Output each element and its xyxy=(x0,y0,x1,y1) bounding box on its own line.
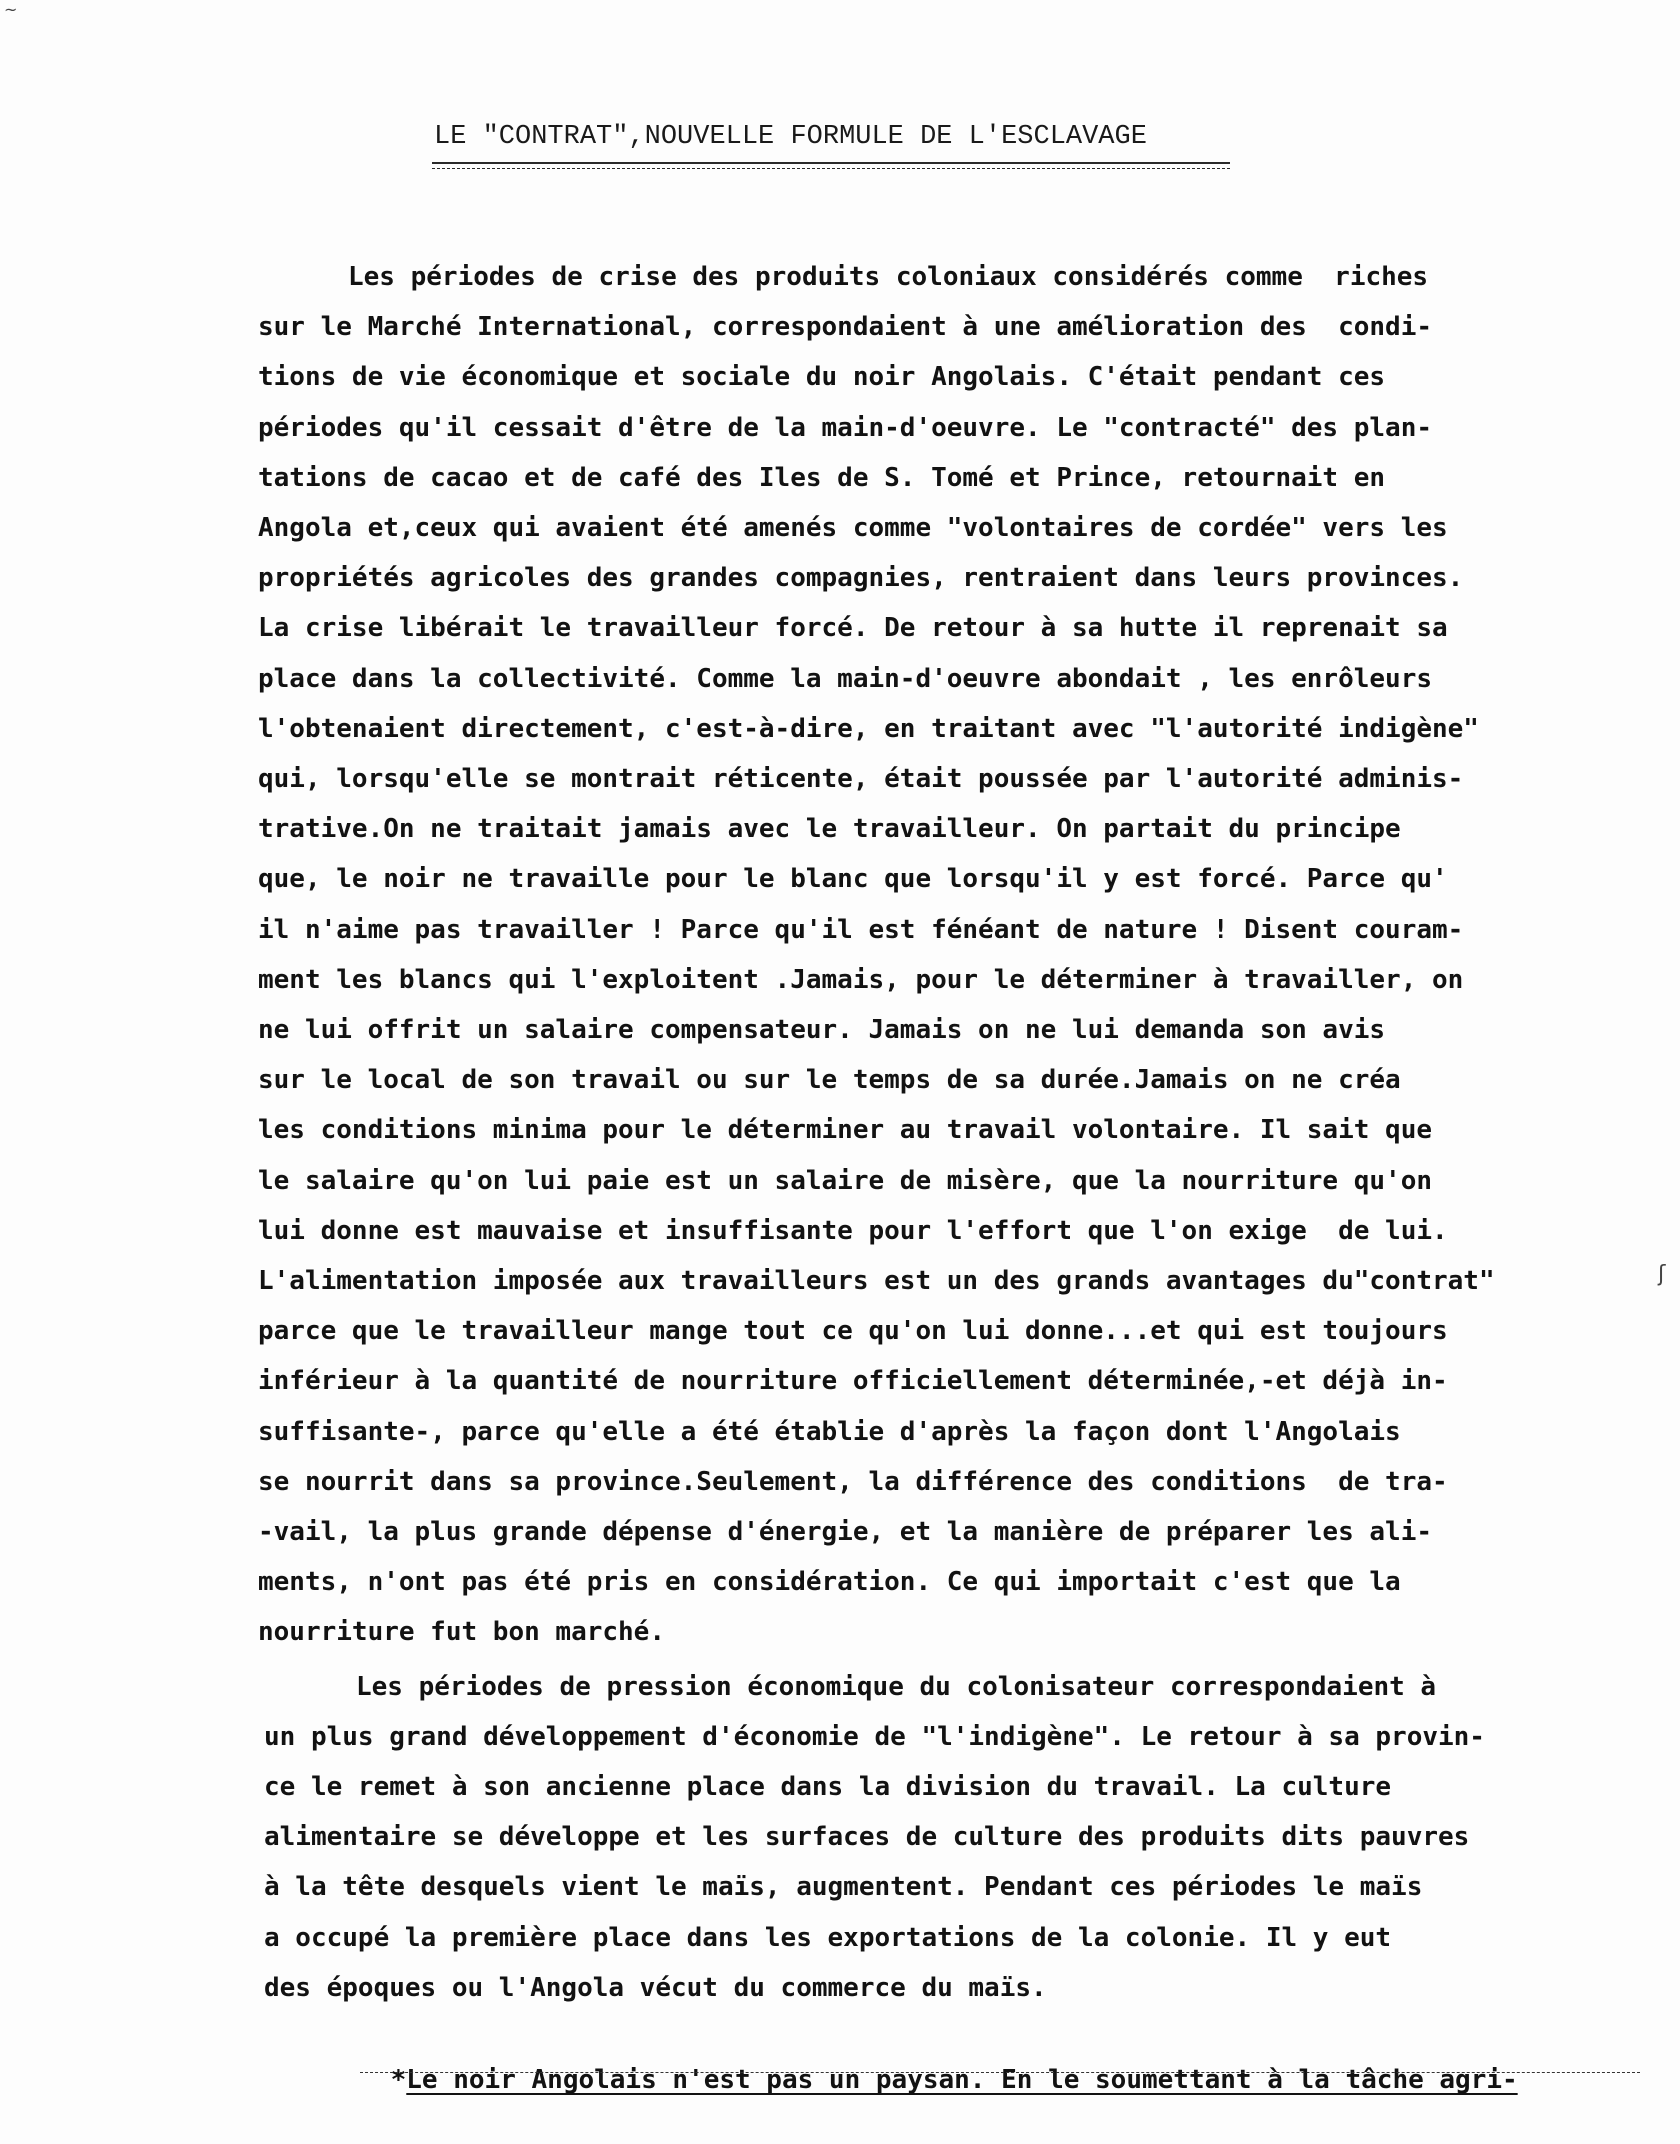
body-line: -vail, la plus grande dépense d'énergie, et la manière de préparer les ali- xyxy=(258,1517,1432,1547)
body-line: nourriture fut bon marché. xyxy=(258,1617,665,1647)
body-line: suffisante-, parce qu'elle a été établie d'après la façon dont l'Angolais xyxy=(258,1417,1401,1447)
title-underline-second xyxy=(432,168,1230,169)
title-underline xyxy=(432,162,1230,164)
body-line: inférieur à la quantité de nourriture officiellement déterminée,-et déjà in- xyxy=(258,1366,1448,1396)
body-line: les conditions minima pour le déterminer au travail volontaire. Il sait que xyxy=(258,1115,1432,1145)
bottom-underline xyxy=(360,2072,1640,2073)
body-line: l'obtenaient directement, c'est-à-dire, en traitant avec "l'autorité indigène" xyxy=(258,714,1479,744)
body-line: parce que le travailleur mange tout ce qu'on lui donne...et qui est toujours xyxy=(258,1316,1448,1346)
body-line: il n'aime pas travailler ! Parce qu'il est fénéant de nature ! Disent couram- xyxy=(258,915,1464,945)
body-line: Les périodes de crise des produits coloniaux considérés comme riches xyxy=(348,262,1429,292)
last-line xyxy=(328,2020,1518,2095)
document-title: LE "CONTRAT",NOUVELLE FORMULE DE L'ESCLAVAGE xyxy=(434,122,1147,152)
body-line: place dans la collectivité. Comme la main-d'oeuvre abondait , les enrôleurs xyxy=(258,664,1432,694)
body-line: Les périodes de pression économique du colonisateur correspondaient à xyxy=(356,1672,1437,1702)
body-line: trative.On ne traitait jamais avec le travailleur. On partait du principe xyxy=(258,814,1401,844)
body-line: lui donne est mauvaise et insuffisante pour l'effort que l'on exige de lui. xyxy=(258,1216,1448,1246)
body-line: qui, lorsqu'elle se montrait réticente, était poussée par l'autorité adminis- xyxy=(258,764,1464,794)
body-line: propriétés agricoles des grandes compagnies, rentraient dans leurs provinces. xyxy=(258,563,1464,593)
body-line: périodes qu'il cessait d'être de la main-d'oeuvre. Le "contracté" des plan- xyxy=(258,413,1432,443)
body-line: tations de cacao et de café des Iles de S. Tomé et Prince, retournait en xyxy=(258,463,1386,493)
body-line: ne lui offrit un salaire compensateur. Jamais on ne lui demanda son avis xyxy=(258,1015,1386,1045)
body-line: La crise libérait le travailleur forcé. De retour à sa hutte il reprenait sa xyxy=(258,613,1448,643)
body-line: à la tête desquels vient le maïs, augmentent. Pendant ces périodes le maïs xyxy=(264,1872,1423,1902)
body-line: tions de vie économique et sociale du noir Angolais. C'était pendant ces xyxy=(258,362,1386,392)
body-line: des époques ou l'Angola vécut du commerce du maïs. xyxy=(264,1973,1047,2003)
body-line: ments, n'ont pas été pris en considération. Ce qui importait c'est que la xyxy=(258,1567,1401,1597)
body-line: un plus grand développement d'économie de "l'indigène". Le retour à sa provin- xyxy=(264,1722,1485,1752)
body-line: sur le local de son travail ou sur le temps de sa durée.Jamais on ne créa xyxy=(258,1065,1401,1095)
last-line-text: Le noir Angolais n'est pas un paysan. En le soumettant à la tâche agri- xyxy=(406,2065,1518,2095)
body-line: Angola et,ceux qui avaient été amenés comme "volontaires de cordée" vers les xyxy=(258,513,1448,543)
margin-mark-top-left: ~ xyxy=(4,0,18,19)
body-line: L'alimentation imposée aux travailleurs est un des grands avantages du"contrat" xyxy=(258,1266,1495,1296)
margin-mark-right: ʃ xyxy=(1658,1262,1666,1287)
body-line: sur le Marché International, correspondaient à une amélioration des condi- xyxy=(258,312,1432,342)
body-line: a occupé la première place dans les exportations de la colonie. Il y eut xyxy=(264,1923,1392,1953)
body-line: ce le remet à son ancienne place dans la division du travail. La culture xyxy=(264,1772,1392,1802)
body-line: alimentaire se développe et les surfaces de culture des produits dits pauvres xyxy=(264,1822,1470,1852)
body-line: que, le noir ne travaille pour le blanc que lorsqu'il y est forcé. Parce qu' xyxy=(258,864,1448,894)
asterisk-marker: * xyxy=(390,2065,407,2095)
body-line: ment les blancs qui l'exploitent .Jamais, pour le déterminer à travailler, on xyxy=(258,965,1464,995)
body-line: se nourrit dans sa province.Seulement, la différence des conditions de tra- xyxy=(258,1467,1448,1497)
body-line: le salaire qu'on lui paie est un salaire de misère, que la nourriture qu'on xyxy=(258,1166,1432,1196)
